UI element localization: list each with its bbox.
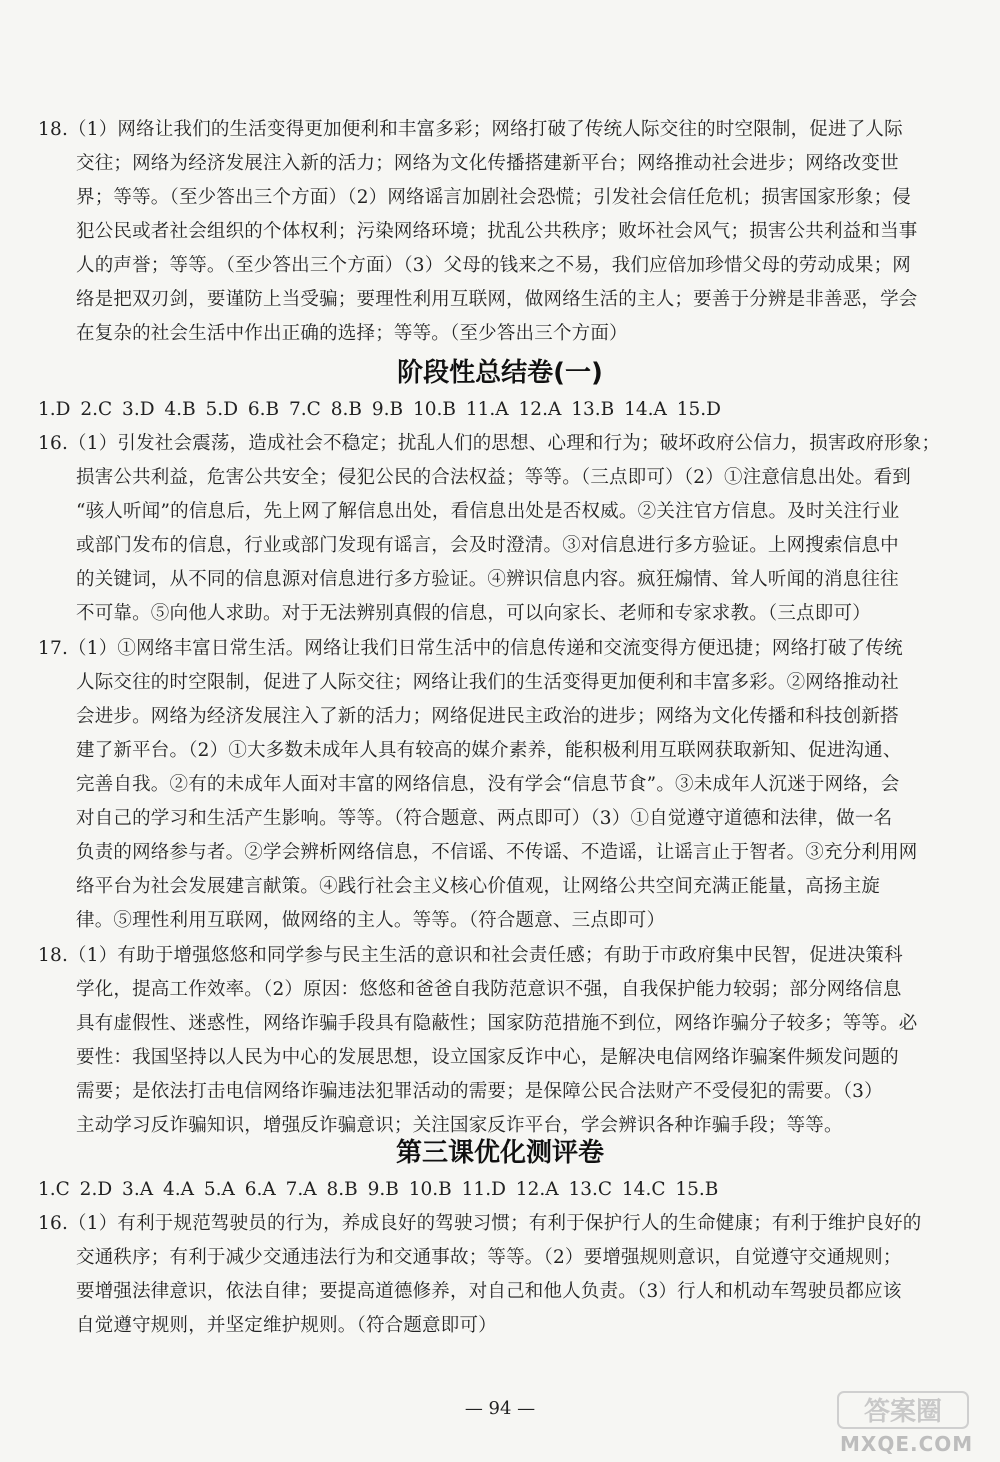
text-line: 人际交往的时空限制，促进了人际交往；网络让我们的生活变得更加便利和丰富多彩。②网络推动社 (76, 672, 899, 693)
text-line: 16.（1）有利于规范驾驶员的行为，养成良好的驾驶习惯；有利于保护行人的生命健康；有利于维护良好的 (38, 1213, 922, 1234)
text-line: 18.（1）网络让我们的生活变得更加便利和丰富多彩；网络打破了传统人际交往的时空限制，促进了人际 (38, 119, 903, 140)
text-line: 界；等等。（至少答出三个方面）（2）网络谣言加剧社会恐慌；引发社会信任危机；损害国家形象；侵 (76, 187, 911, 208)
text-line: 16.（1）引发社会震荡，造成社会不稳定；扰乱人们的思想、心理和行为；破坏政府公信力，损害政府形象； (38, 433, 941, 454)
text-line: 学化，提高工作效率。（2）原因：悠悠和爸爸自我防范意识不强，自我保护能力较弱；部分网络信息 (76, 979, 902, 1000)
text-line: 具有虚假性、迷惑性，网络诈骗手段具有隐蔽性；国家防范措施不到位，网络诈骗分子较多；等等。必 (76, 1013, 918, 1034)
text-line: 完善自我。②有的未成年人面对丰富的网络信息，没有学会“信息节食”。③未成年人沉迷于网络，会 (76, 774, 900, 795)
text-line: 不可靠。⑤向他人求助。对于无法辨别真假的信息，可以向家长、老师和专家求教。（三点即可） (76, 603, 871, 624)
text-line: 需要；是依法打击电信网络诈骗违法犯罪活动的需要；是保障公民合法财产不受侵犯的需要。（3） (76, 1081, 883, 1102)
text-line: 交往；网络为经济发展注入新的活力；网络为文化传播搭建新平台；网络推动社会进步；网络改变世 (76, 153, 899, 174)
text-line: 络平台为社会发展建言献策。④践行社会主义核心价值观，让网络公共空间充满正能量，高扬主旋 (76, 876, 881, 897)
choice-answers: 1.C 2.D 3.A 4.A 5.A 6.A 7.A 8.B 9.B 10.B 11.D 12.A 13.C 14.C 15.B (38, 1179, 719, 1200)
text-line: 18.（1）有助于增强悠悠和同学参与民主生活的意识和社会责任感；有助于市政府集中民智，促进决策科 (38, 945, 903, 966)
text-line: 犯公民或者社会组织的个体权利；污染网络环境；扰乱公共秩序；败坏社会风气；损害公共利益和当事 (76, 221, 918, 242)
text-line: 人的声誉；等等。（至少答出三个方面）（3）父母的钱来之不易，我们应倍加珍惜父母的劳动成果；网 (76, 255, 911, 276)
text-line: 在复杂的社会生活中作出正确的选择；等等。（至少答出三个方面） (76, 323, 628, 344)
text-line: 要增强法律意识，依法自律；要提高道德修养，对自己和他人负责。（3）行人和机动车驾驶员都应该 (76, 1281, 902, 1302)
text-line: 络是把双刃剑，要谨防上当受骗；要理性利用互联网，做网络生活的主人；要善于分辨是非善恶，学会 (76, 289, 918, 310)
text-line: 17.（1）①网络丰富日常生活。网络让我们日常生活中的信息传递和交流变得方便迅捷；网络打破了传统 (38, 638, 903, 659)
choice-answers: 1.D 2.C 3.D 4.B 5.D 6.B 7.C 8.B 9.B 10.B 11.A 12.A 13.B 14.A 15.D (38, 399, 722, 420)
text-line: 或部门发布的信息，行业或部门发现有谣言，会及时澄清。③对信息进行多方验证。上网搜索信息中 (76, 535, 899, 556)
text-line: 损害公共利益，危害公共安全；侵犯公民的合法权益；等等。（三点即可）（2）①注意信息出处。看到 (76, 467, 911, 488)
section-title: 第三课优化测评卷 (395, 1138, 604, 1168)
watermark-url: MXQE.COM (840, 1432, 974, 1456)
text-line: 律。⑤理性利用互联网，做网络的主人。等等。（符合题意、三点即可） (76, 910, 666, 931)
text-line: 负责的网络参与者。②学会辨析网络信息，不信谣、不传谣、不造谣，让谣言止于智者。③充分利用网 (76, 842, 918, 863)
page-number: — 94 — (464, 1398, 536, 1419)
text-line: 对自己的学习和生活产生影响。等等。（符合题意、两点即可）（3）①自觉遵守道德和法律，做一名 (76, 808, 893, 829)
section-title: 阶段性总结卷(一) (397, 358, 603, 388)
text-line: “骇人听闻”的信息后，先上网了解信息出处，看信息出处是否权威。②关注官方信息。及时关注行业 (76, 501, 900, 522)
text-line: 的关键词，从不同的信息源对信息进行多方验证。④辨识信息内容。疯狂煽情、耸人听闻的消息往往 (76, 569, 899, 590)
text-line: 会进步。网络为经济发展注入了新的活力；网络促进民主政治的进步；网络为文化传播和科技创新搭 (76, 706, 899, 727)
text-line: 建了新平台。（2）①大多数未成年人具有较高的媒介素养，能积极利用互联网获取新知、促进沟通、 (76, 740, 902, 761)
text-line: 要性：我国坚持以人民为中心的发展思想，设立国家反诈中心，是解决电信网络诈骗案件频发问题的 (76, 1047, 899, 1068)
text-line: 自觉遵守规则，并坚定维护规则。（符合题意即可） (76, 1315, 497, 1336)
watermark-brand: 答案圈 (863, 1397, 943, 1427)
text-line: 主动学习反诈骗知识，增强反诈骗意识；关注国家反诈平台，学会辨识各种诈骗手段；等等。 (76, 1115, 843, 1136)
text-line: 交通秩序；有利于减少交通违法行为和交通事故；等等。（2）要增强规则意识，自觉遵守交通规则； (76, 1247, 902, 1268)
